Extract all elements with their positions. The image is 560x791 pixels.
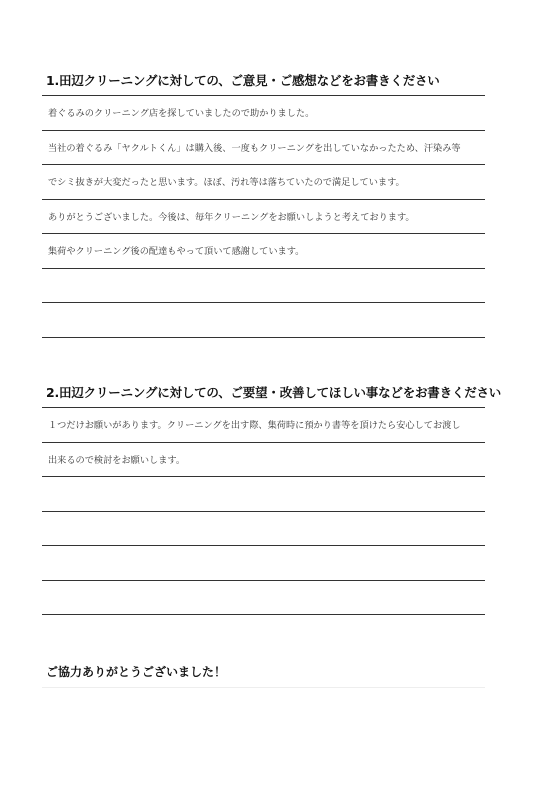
answer-line: [42, 512, 485, 547]
opinion-section: [42, 71, 485, 338]
answer-line: 着ぐるみのクリーニング店を探していましたので助かりました。: [42, 96, 485, 131]
thanks-footer: [42, 663, 485, 688]
request-heading: 2.田辺クリーニングに対しての、ご要望・改善してほしい事などをお書きください: [46, 385, 502, 400]
answer-line: 出来るので検討をお願いします。: [42, 443, 485, 478]
answer-line: [42, 269, 485, 304]
answer-line: [42, 546, 485, 581]
answer-line: [42, 477, 485, 512]
answer-line: [42, 581, 485, 616]
answer-line: ありがとうございました。今後は、毎年クリーニングをお願いしようと考えております。: [42, 200, 485, 235]
answer-line: 集荷やクリーニング後の配達もやって頂いて感謝しています。: [42, 234, 485, 269]
opinion-heading: 1.田辺クリーニングに対しての、ご意見・ご感想などをお書きください: [46, 73, 440, 88]
answer-line: でシミ抜きが大変だったと思います。ほぼ、汚れ等は落ちていたので満足しています。: [42, 165, 485, 200]
thanks-message: ご協力ありがとうございました！: [46, 665, 227, 679]
answer-line: 当社の着ぐるみ「ヤクルトくん」は購入後、一度もクリーニングを出していなかったため、汗染み等: [42, 131, 485, 166]
request-section: [42, 383, 502, 615]
answer-line: [42, 303, 485, 338]
answer-line: １つだけお願いがあります。クリーニングを出す際、集荷時に預かり書等を頂けたら安心してお渡し: [42, 408, 485, 443]
footer-rule: [42, 687, 485, 688]
